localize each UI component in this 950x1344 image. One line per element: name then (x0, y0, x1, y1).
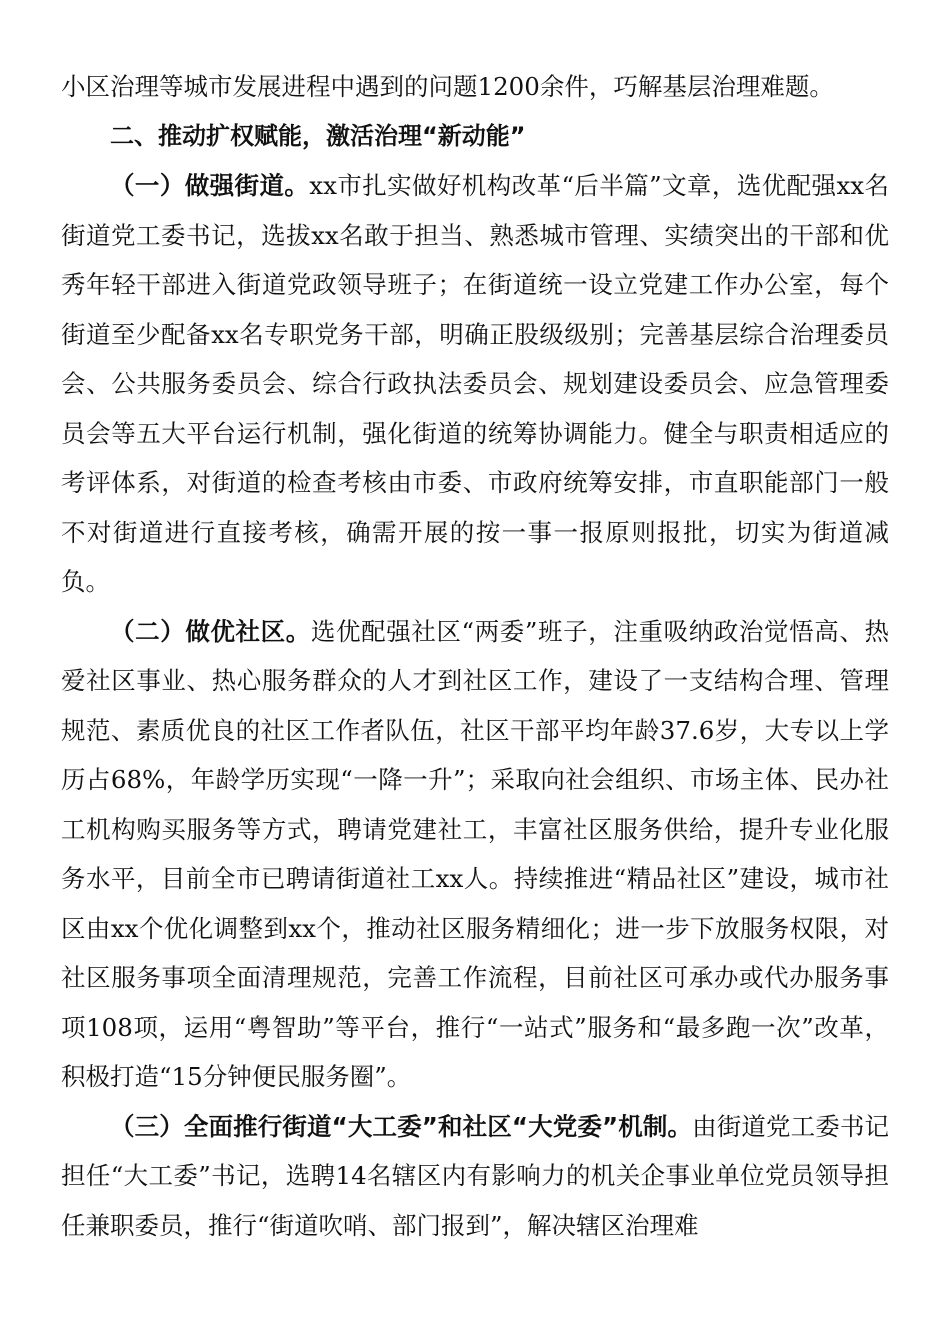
paragraph-continuation (61, 62, 889, 112)
section-heading-text: 二、推动扩权赋能，激活治理“新动能” (110, 121, 526, 150)
document-body (61, 62, 889, 1250)
paragraph-text: 由街道党工委书记担任“大工委”书记，选聘14名辖区内有影响力的机关企事业单位党员领导担任兼职委员，推行“街道吹哨、部门报到”，解决辖区治理难 (61, 1111, 890, 1240)
paragraph-text: xx市扎实做好机构改革“后半篇”文章，选优配强xx名街道党工委书记，选拔xx名敢于担当、熟悉城市管理、实绩突出的干部和优秀年轻干部进入街道党政领导班子；在街道统一设立党建工作办公室，每个街道至少配备xx名专职党务干部，明确正股级级别；完善基层综合治理委员会、公共服务委员会、综合行政执法委员会、规划建设委员会、应急管理委员会等五大平台运行机制，强化街道的统筹协调能力。健全与职责相适应的考评体系，对街道的检查考核由市委、市政府统筹安排，市直职能部门一般不对街道进行直接考核，确需开展的按一事一报原则报批，切实为街道减负。 (61, 171, 889, 596)
paragraph-text: 选优配强社区“两委”班子，注重吸纳政治觉悟高、热爱社区事业、热心服务群众的人才到社区工作，建设了一支结构合理、管理规范、素质优良的社区工作者队伍，社区干部平均年龄37.6岁，大专以上学历占68%，年龄学历实现“一降一升”；采取向社会组织、市场主体、民办社工机构购买服务等方式，聘请党建社工，丰富社区服务供给，提升专业化服务水平，目前全市已聘请街道社工xx人。持续推进“精品社区”建设，城市社区由xx个优化调整到xx个，推动社区服务精细化；进一步下放服务权限，对社区服务事项全面清理规范，完善工作流程，目前社区可承办或代办服务事项108项，运用“粤智助”等平台，推行“一站式”服务和“最多跑一次”改革，积极打造“15分钟便民服务圈”。 (61, 616, 889, 1091)
paragraph-strengthen-streets (61, 161, 889, 607)
paragraph-big-committee-mechanism (61, 1102, 889, 1251)
paragraph-text: 小区治理等城市发展进程中遇到的问题1200余件，巧解基层治理难题。 (61, 72, 834, 101)
paragraph-optimize-communities (61, 607, 889, 1102)
paragraph-lead: （三）全面推行街道“大工委”和社区“大党委”机制。 (110, 1111, 693, 1141)
paragraph-lead: （一）做强街道。 (110, 171, 310, 200)
paragraph-lead: （二）做优社区。 (110, 616, 311, 646)
section-heading (61, 112, 889, 162)
